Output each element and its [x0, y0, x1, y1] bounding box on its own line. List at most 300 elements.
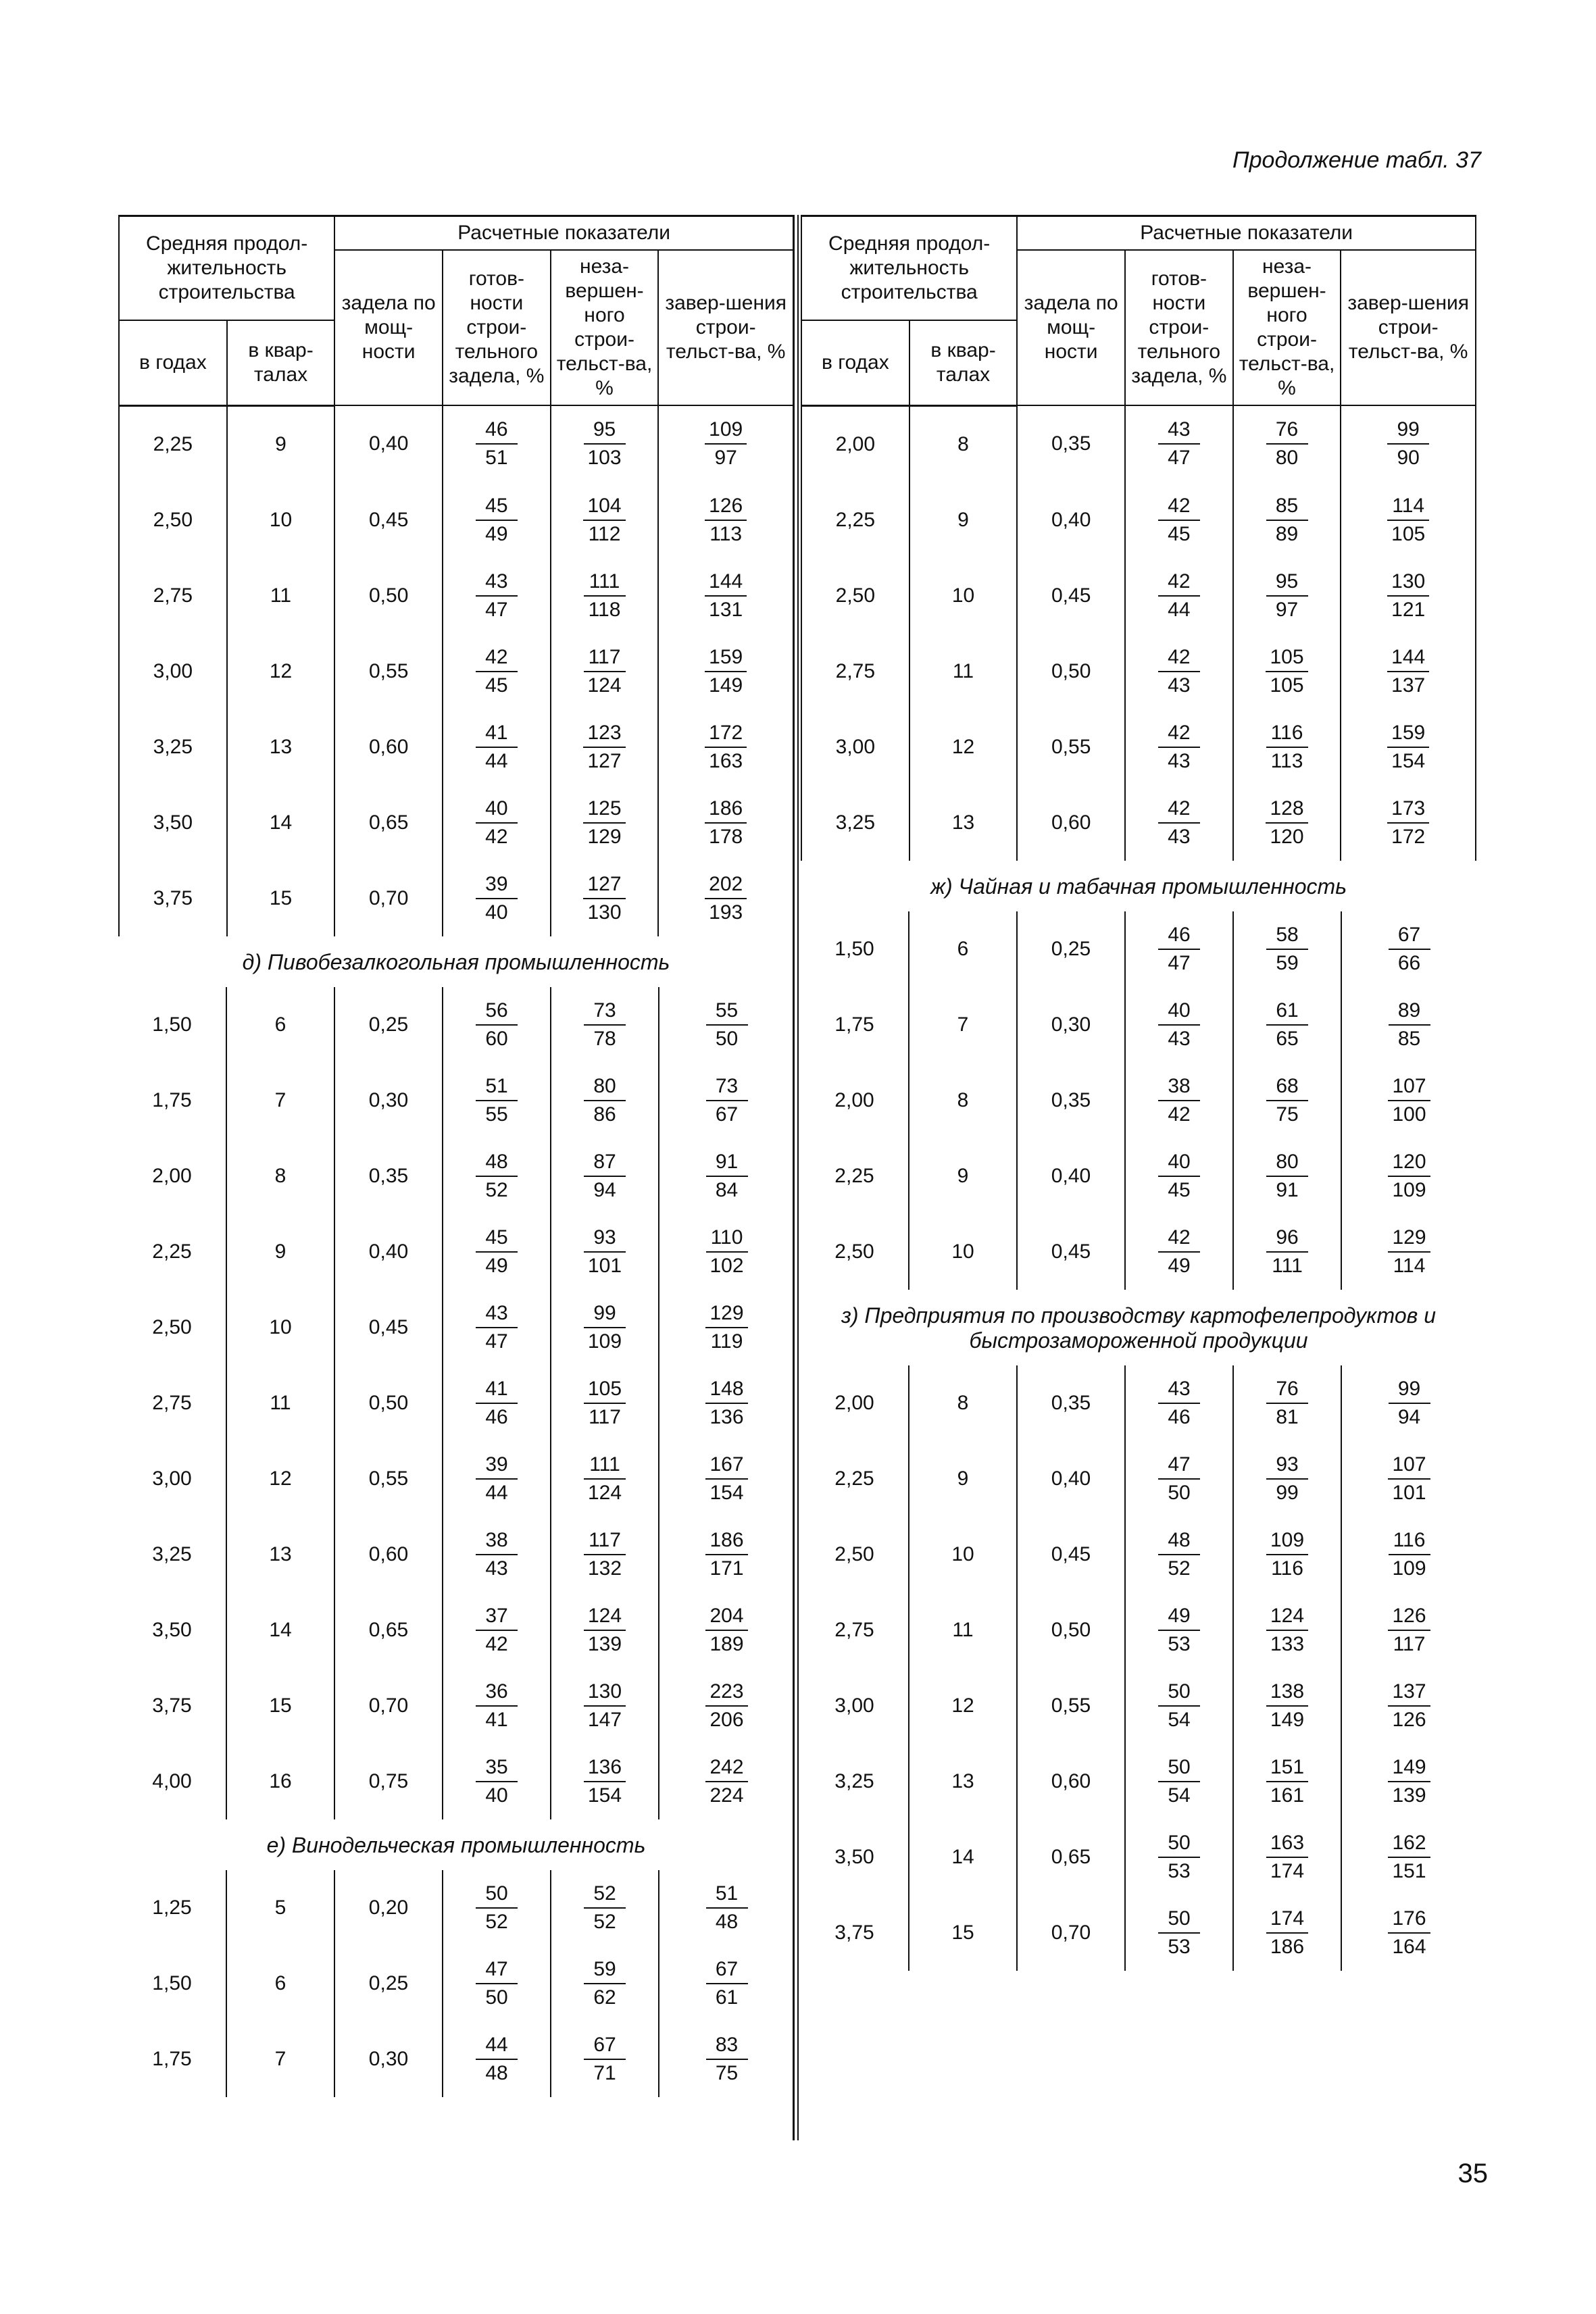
readiness-fraction: [476, 1680, 518, 1732]
denominator: 50: [715, 1027, 739, 1050]
denominator: 46: [1168, 1405, 1191, 1428]
denominator: 103: [587, 447, 622, 470]
denominator: 81: [1276, 1405, 1299, 1428]
years-cell: 3,00: [801, 709, 909, 785]
quarters-cell: 13: [226, 1517, 334, 1592]
denominator: 118: [588, 598, 621, 621]
numerator: 136: [584, 1755, 626, 1782]
denominator: 137: [1391, 674, 1426, 697]
denominator: 50: [1168, 1481, 1191, 1504]
unfinished-fraction: [584, 1882, 626, 1934]
unfinished-fraction: [584, 999, 626, 1051]
numerator: 50: [1158, 1831, 1200, 1858]
readiness-fraction: [1158, 1074, 1200, 1127]
numerator: 116: [1389, 1528, 1430, 1555]
unfinished-fraction-cell: [551, 634, 659, 709]
backlog-capacity-cell: 0,45: [1017, 1214, 1125, 1290]
numerator: 89: [1389, 999, 1430, 1026]
table-row: [801, 1895, 1476, 1971]
denominator: 113: [1270, 749, 1303, 772]
right-main-table: [801, 215, 1476, 861]
denominator: 44: [485, 1481, 508, 1504]
numerator: 111: [584, 1453, 626, 1480]
table-row: [801, 987, 1476, 1063]
numerator: 80: [584, 1074, 626, 1101]
numerator: 35: [476, 1755, 518, 1782]
unfinished-fraction-cell: [551, 482, 659, 558]
completion-fraction-cell: [1341, 911, 1476, 987]
quarters-cell: 16: [226, 1744, 334, 1819]
denominator: 51: [485, 447, 508, 470]
backlog-capacity-cell: 0,40: [1017, 1138, 1125, 1214]
denominator: 94: [1397, 1405, 1421, 1428]
denominator: 111: [1272, 1254, 1303, 1277]
denominator: 66: [1397, 951, 1421, 974]
numerator: 50: [476, 1882, 518, 1909]
readiness-fraction-cell: [1125, 911, 1233, 987]
years-cell: 3,00: [118, 1441, 226, 1517]
quarters-cell: 5: [226, 1870, 334, 1946]
unfinished-fraction: [1266, 1907, 1308, 1959]
numerator: 176: [1388, 1907, 1430, 1934]
numerator: 111: [584, 570, 626, 597]
denominator: 105: [1391, 522, 1426, 545]
section-title: д) Пивобезалкогольная промышленность: [242, 949, 670, 974]
unfinished-fraction-cell: [1233, 1214, 1341, 1290]
years-cell: 2,25: [801, 1138, 909, 1214]
readiness-fraction: [1158, 418, 1200, 470]
denominator: 164: [1392, 1935, 1426, 1958]
numerator: 117: [584, 645, 626, 672]
years-cell: 2,75: [801, 634, 909, 709]
denominator: 109: [1392, 1557, 1426, 1580]
unfinished-fraction-cell: [1233, 1668, 1341, 1744]
readiness-fraction: [476, 1226, 518, 1278]
readiness-fraction: [476, 1074, 518, 1127]
denominator: 102: [709, 1254, 744, 1277]
quarters-cell: 11: [909, 634, 1018, 709]
completion-fraction-cell: [659, 987, 794, 1063]
completion-fraction-cell: [658, 405, 793, 482]
completion-fraction: [705, 1377, 747, 1430]
header-years: в годах: [119, 320, 227, 405]
unfinished-fraction: [1266, 797, 1307, 849]
table-row: [119, 482, 793, 558]
numerator: 58: [1266, 923, 1308, 950]
years-cell: 3,75: [801, 1895, 909, 1971]
table-row: [801, 405, 1476, 482]
backlog-capacity-cell: 0,30: [334, 1063, 443, 1138]
years-cell: 2,50: [118, 1290, 226, 1365]
numerator: 95: [1266, 570, 1308, 597]
numerator: 163: [1266, 1831, 1308, 1858]
unfinished-fraction-cell: [551, 405, 659, 482]
denominator: 41: [485, 1708, 508, 1731]
backlog-capacity-cell: 0,55: [1017, 1668, 1125, 1744]
numerator: 99: [584, 1301, 626, 1328]
readiness-fraction-cell: [1125, 709, 1233, 785]
numerator: 51: [476, 1074, 518, 1101]
backlog-capacity-cell: 0,65: [1017, 1819, 1125, 1895]
denominator: 80: [1275, 447, 1299, 470]
table-row: [118, 1365, 794, 1441]
denominator: 47: [485, 1330, 508, 1353]
numerator: 48: [476, 1150, 518, 1177]
numerator: 126: [1388, 1604, 1430, 1631]
numerator: 117: [584, 1528, 626, 1555]
completion-fraction: [1387, 494, 1429, 547]
numerator: 76: [1266, 1377, 1308, 1404]
readiness-fraction: [1158, 1831, 1200, 1884]
numerator: 42: [1158, 1226, 1200, 1253]
numerator: 109: [1266, 1528, 1308, 1555]
years-cell: 2,25: [119, 405, 227, 482]
completion-fraction: [705, 1301, 747, 1354]
quarters-cell: 13: [909, 1744, 1017, 1819]
numerator: 162: [1388, 1831, 1430, 1858]
readiness-fraction-cell: [443, 1744, 551, 1819]
table-row: [118, 1946, 794, 2021]
years-cell: 2,00: [801, 405, 909, 482]
numerator: 186: [705, 797, 747, 824]
completion-fraction-cell: [659, 2021, 794, 2097]
readiness-fraction: [476, 1528, 518, 1581]
numerator: 123: [583, 721, 625, 748]
header-indicators: Расчетные показатели: [334, 216, 793, 251]
backlog-capacity-cell: 0,65: [334, 1592, 443, 1668]
readiness-fraction-cell: [443, 482, 551, 558]
numerator: 55: [706, 999, 748, 1026]
readiness-fraction-cell: [443, 2021, 551, 2097]
numerator: 68: [1266, 1074, 1308, 1101]
years-cell: 2,25: [801, 482, 909, 558]
denominator: 109: [587, 1330, 622, 1353]
years-cell: 2,50: [801, 1214, 909, 1290]
quarters-cell: 15: [227, 861, 335, 936]
unfinished-fraction: [584, 418, 626, 470]
unfinished-fraction: [1266, 1074, 1308, 1127]
years-cell: 2,50: [801, 558, 909, 634]
completion-fraction-cell: [1341, 1214, 1476, 1290]
readiness-fraction: [476, 645, 518, 698]
denominator: 61: [715, 1986, 739, 2009]
readiness-fraction-cell: [1125, 1895, 1233, 1971]
backlog-capacity-cell: 0,40: [334, 405, 443, 482]
denominator: 52: [1168, 1557, 1191, 1580]
backlog-capacity-cell: 0,45: [334, 482, 443, 558]
header-backlog-capacity: задела по мощ-ности: [334, 250, 443, 405]
numerator: 73: [584, 999, 626, 1026]
readiness-fraction-cell: [1125, 1668, 1233, 1744]
section-table: [118, 1870, 794, 2097]
numerator: 56: [476, 999, 518, 1026]
denominator: 71: [593, 2061, 616, 2084]
unfinished-fraction: [584, 1301, 626, 1354]
readiness-fraction: [1158, 999, 1200, 1051]
denominator: 45: [1168, 1178, 1191, 1201]
numerator: 43: [476, 570, 518, 597]
numerator: 144: [1387, 645, 1429, 672]
numerator: 80: [1266, 1150, 1308, 1177]
numerator: 173: [1387, 797, 1429, 824]
numerator: 95: [584, 418, 626, 445]
left-main-table: [118, 215, 794, 936]
unfinished-fraction-cell: [1233, 1819, 1341, 1895]
numerator: 36: [476, 1680, 518, 1707]
denominator: 139: [1392, 1784, 1426, 1807]
quarters-cell: 11: [226, 1365, 334, 1441]
denominator: 149: [709, 674, 743, 697]
header-readiness: готов-ности строи-тельного задела, %: [1125, 250, 1233, 405]
denominator: 178: [709, 825, 743, 848]
unfinished-fraction: [584, 1377, 626, 1430]
readiness-fraction: [476, 494, 518, 547]
denominator: 127: [587, 749, 622, 772]
completion-fraction-cell: [1341, 1441, 1476, 1517]
unfinished-fraction-cell: [1233, 987, 1341, 1063]
numerator: 107: [1388, 1074, 1430, 1101]
years-cell: 2,25: [118, 1214, 226, 1290]
quarters-cell: 12: [909, 709, 1018, 785]
readiness-fraction: [476, 872, 518, 925]
years-cell: 4,00: [118, 1744, 226, 1819]
header-backlog-capacity: задела по мощ-ности: [1017, 250, 1125, 405]
denominator: 120: [1270, 825, 1304, 848]
denominator: 49: [1168, 1254, 1191, 1277]
denominator: 163: [709, 749, 743, 772]
backlog-capacity-cell: 0,30: [334, 2021, 443, 2097]
denominator: 172: [1391, 825, 1426, 848]
unfinished-fraction: [583, 721, 625, 774]
denominator: 171: [709, 1557, 744, 1580]
completion-fraction-cell: [659, 1063, 794, 1138]
readiness-fraction: [1158, 1755, 1200, 1808]
years-cell: 1,75: [801, 987, 909, 1063]
readiness-fraction-cell: [443, 1214, 551, 1290]
denominator: 206: [709, 1708, 744, 1731]
denominator: 117: [589, 1405, 621, 1428]
years-cell: 3,50: [119, 785, 227, 861]
completion-fraction-cell: [1341, 482, 1476, 558]
unfinished-fraction: [1266, 1604, 1308, 1657]
readiness-fraction: [1158, 1377, 1200, 1430]
readiness-fraction-cell: [1125, 482, 1233, 558]
backlog-capacity-cell: 0,35: [1017, 1063, 1125, 1138]
denominator: 113: [709, 522, 743, 545]
unfinished-fraction: [584, 1755, 626, 1808]
unfinished-fraction: [583, 494, 625, 547]
backlog-capacity-cell: 0,75: [334, 1744, 443, 1819]
unfinished-fraction-cell: [1233, 1441, 1341, 1517]
completion-fraction: [705, 1453, 747, 1505]
denominator: 67: [715, 1103, 739, 1126]
unfinished-fraction-cell: [551, 1290, 659, 1365]
completion-fraction: [1389, 999, 1430, 1051]
table-row: [118, 1870, 794, 1946]
denominator: 42: [485, 1632, 508, 1655]
table-row: [118, 987, 794, 1063]
readiness-fraction-cell: [443, 1668, 551, 1744]
numerator: 137: [1388, 1680, 1430, 1707]
unfinished-fraction: [1266, 570, 1308, 622]
header-unfinished: неза-вершен-ного строи-тельст-ва, %: [551, 250, 659, 405]
denominator: 105: [1270, 674, 1304, 697]
readiness-fraction: [476, 999, 518, 1051]
unfinished-fraction: [583, 797, 625, 849]
unfinished-fraction: [584, 570, 626, 622]
readiness-fraction-cell: [443, 1290, 551, 1365]
readiness-fraction-cell: [443, 1517, 551, 1592]
unfinished-fraction: [584, 1604, 626, 1657]
numerator: 85: [1266, 494, 1308, 521]
table-row: [801, 1819, 1476, 1895]
readiness-fraction-cell: [443, 405, 551, 482]
denominator: 131: [709, 598, 743, 621]
quarters-cell: 8: [909, 1063, 1017, 1138]
header-years: в годах: [801, 320, 909, 405]
readiness-fraction-cell: [443, 634, 551, 709]
table-row: [118, 1138, 794, 1214]
denominator: 85: [1397, 1027, 1421, 1050]
denominator: 139: [587, 1632, 622, 1655]
readiness-fraction: [476, 1604, 518, 1657]
readiness-fraction: [476, 1755, 518, 1808]
denominator: 43: [1168, 1027, 1191, 1050]
completion-fraction-cell: [659, 1870, 794, 1946]
quarters-cell: 8: [909, 405, 1018, 482]
denominator: 116: [1271, 1557, 1303, 1580]
numerator: 93: [584, 1226, 626, 1253]
table-row: [801, 1063, 1476, 1138]
unfinished-fraction: [1266, 1528, 1308, 1581]
unfinished-fraction-cell: [1233, 1517, 1341, 1592]
readiness-fraction-cell: [443, 1365, 551, 1441]
backlog-capacity-cell: 0,55: [334, 634, 443, 709]
denominator: 59: [1276, 951, 1299, 974]
completion-fraction-cell: [659, 1668, 794, 1744]
completion-fraction-cell: [659, 1517, 794, 1592]
unfinished-fraction: [1266, 418, 1308, 470]
readiness-fraction-cell: [443, 1592, 551, 1668]
completion-fraction: [1388, 1755, 1430, 1808]
numerator: 73: [706, 1074, 748, 1101]
numerator: 39: [476, 1453, 518, 1480]
quarters-cell: 10: [909, 558, 1018, 634]
quarters-cell: 14: [226, 1592, 334, 1668]
table-row: [801, 1138, 1476, 1214]
completion-fraction: [1388, 1604, 1430, 1657]
numerator: 45: [476, 494, 518, 521]
quarters-cell: 7: [909, 987, 1017, 1063]
numerator: 104: [583, 494, 625, 521]
section-table: [801, 1365, 1476, 1971]
table-row: [119, 785, 793, 861]
unfinished-fraction-cell: [551, 1744, 659, 1819]
denominator: 114: [1393, 1254, 1426, 1277]
numerator: 76: [1266, 418, 1308, 445]
denominator: 136: [709, 1405, 744, 1428]
unfinished-fraction: [1266, 1755, 1308, 1808]
backlog-capacity-cell: 0,50: [1017, 1592, 1125, 1668]
table-row: [801, 1517, 1476, 1592]
denominator: 117: [1393, 1632, 1426, 1655]
unfinished-fraction: [1266, 1150, 1308, 1203]
denominator: 47: [485, 598, 508, 621]
numerator: 43: [1158, 418, 1200, 445]
quarters-cell: 11: [227, 558, 335, 634]
completion-fraction: [1387, 797, 1429, 849]
table-row: [118, 1441, 794, 1517]
section-title: ж) Чайная и табачная промышленность: [930, 874, 1347, 899]
page-number: 35: [1457, 2159, 1488, 2188]
readiness-fraction-cell: [1125, 634, 1233, 709]
quarters-cell: 9: [909, 1138, 1017, 1214]
years-cell: 1,75: [118, 2021, 226, 2097]
readiness-fraction: [1158, 570, 1200, 622]
years-cell: 2,75: [119, 558, 227, 634]
table-row: [801, 1214, 1476, 1290]
completion-fraction: [1388, 1150, 1430, 1203]
numerator: 99: [1389, 1377, 1430, 1404]
unfinished-fraction: [584, 1074, 626, 1127]
numerator: 40: [1158, 999, 1200, 1026]
section-table: [801, 911, 1476, 1290]
readiness-fraction-cell: [1125, 558, 1233, 634]
completion-fraction-cell: [1341, 1592, 1476, 1668]
completion-fraction: [706, 2033, 748, 2086]
denominator: 224: [709, 1784, 744, 1807]
numerator: 87: [584, 1150, 626, 1177]
numerator: 151: [1266, 1755, 1308, 1782]
numerator: 172: [705, 721, 747, 748]
numerator: 120: [1388, 1150, 1430, 1177]
denominator: 94: [593, 1178, 616, 1201]
denominator: 43: [1168, 674, 1191, 697]
readiness-fraction: [1158, 645, 1200, 698]
unfinished-fraction-cell: [551, 1441, 659, 1517]
numerator: 149: [1388, 1755, 1430, 1782]
completion-fraction: [705, 1604, 747, 1657]
numerator: 59: [584, 1957, 626, 1984]
backlog-capacity-cell: 0,40: [1017, 1441, 1125, 1517]
years-cell: 2,25: [801, 1441, 909, 1517]
denominator: 49: [485, 522, 508, 545]
years-cell: 1,75: [118, 1063, 226, 1138]
readiness-fraction: [1158, 797, 1200, 849]
numerator: 67: [584, 2033, 626, 2060]
denominator: 129: [587, 825, 622, 848]
denominator: 86: [593, 1103, 616, 1126]
header-indicators: Расчетные показатели: [1017, 216, 1476, 251]
denominator: 55: [485, 1103, 508, 1126]
numerator: 110: [706, 1226, 748, 1253]
years-cell: 3,25: [119, 709, 227, 785]
completion-fraction: [1389, 1528, 1430, 1581]
numerator: 46: [1158, 923, 1200, 950]
denominator: 99: [1276, 1481, 1299, 1504]
unfinished-fraction-cell: [551, 558, 659, 634]
years-cell: 2,50: [801, 1517, 909, 1592]
unfinished-fraction: [1266, 721, 1308, 774]
denominator: 119: [710, 1330, 743, 1353]
years-cell: 2,75: [118, 1365, 226, 1441]
readiness-fraction: [476, 418, 518, 470]
numerator: 61: [1266, 999, 1308, 1026]
denominator: 52: [485, 1910, 508, 1933]
readiness-fraction: [476, 1301, 518, 1354]
numerator: 223: [705, 1680, 747, 1707]
denominator: 154: [587, 1784, 622, 1807]
